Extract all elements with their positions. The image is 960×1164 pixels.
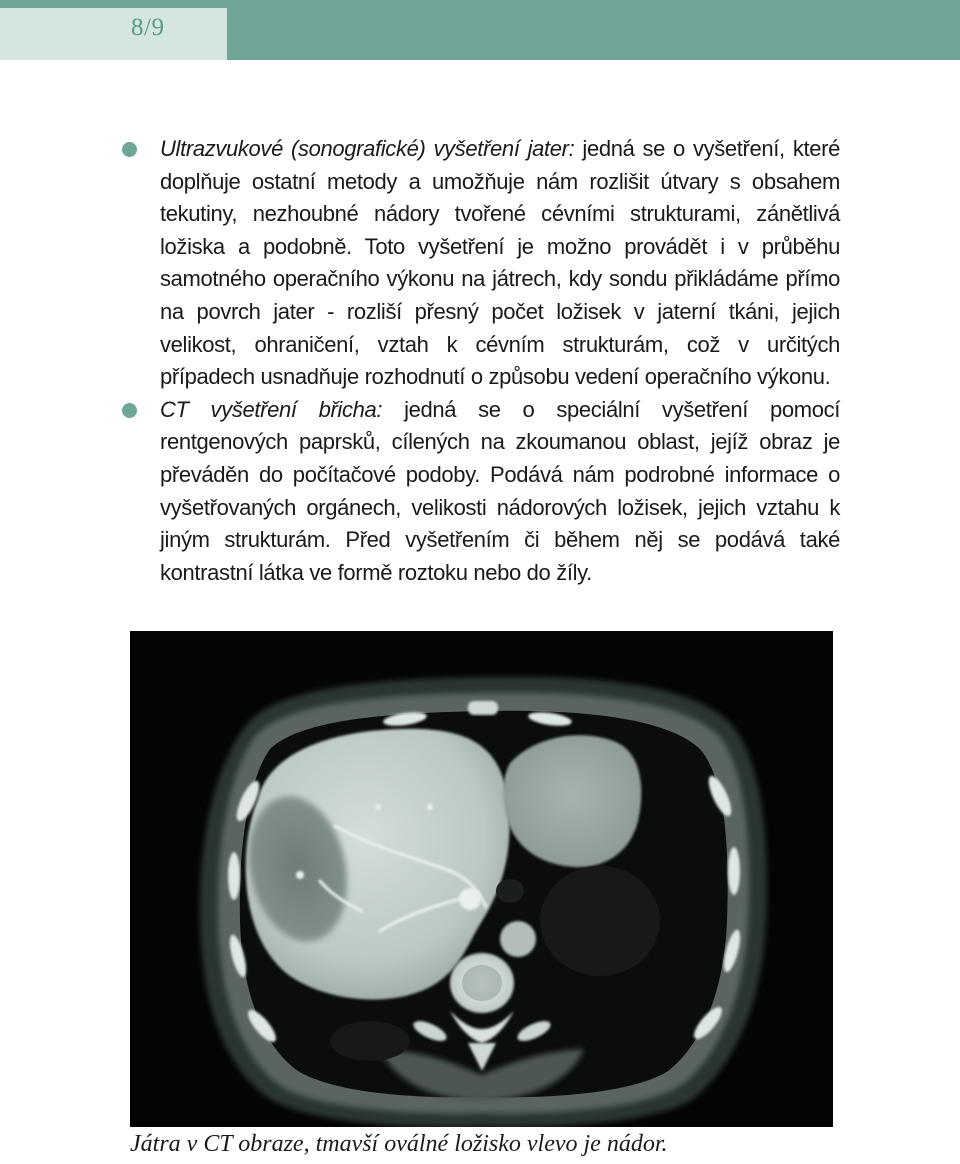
main-text xyxy=(120,133,840,589)
page-number-tab xyxy=(0,8,227,60)
ct-scan-image xyxy=(130,631,833,1127)
bullet-text: jedná se o vyšetření, které doplňuje ostatní metody a umožňuje nám rozlišit útvary s obsahem tekutiny, nezhoubné nádory tvořené cévními strukturami, zánětlivá ložiska a podobně. Toto vyšetření je možno provádět i v průběhu samotného operačního výkonu na játrech, kdy sondu přikládáme přímo na povrch jater - rozliší přesný počet ložisek v jaterní tkáni, jejich velikost, ohraničení, vztah k cévním strukturám, což v určitých případech usnadňuje rozhodnutí o způsobu vedení operačního výkonu. xyxy=(160,136,840,390)
bullet-ultrasound xyxy=(120,133,840,394)
bullet-dot-icon xyxy=(122,403,137,418)
bullet-dot-icon xyxy=(122,142,137,157)
figure-caption: Játra v CT obraze, tmavší oválné ložisko vlevo je nádor. xyxy=(130,1131,668,1157)
bullet-ct xyxy=(120,394,840,590)
bullet-term: CT vyšetření břicha: xyxy=(160,396,383,422)
bullet-text: jedná se o speciální vyšetření pomocí rentgenových paprsků, cílených na zkoumanou oblast, jejíž obraz je převáděn do počítačové podoby. Podává nám podrobné informace o vyšetřovaných orgánech, velikosti nádorových ložisek, jejich vztahu k jiným strukturám. Před vyšetřením či během něj se podává také kontrastní látka ve formě roztoku nebo do žíly. xyxy=(160,396,840,585)
bullet-term: Ultrazvukové (sonografické) vyšetření jater: xyxy=(160,136,575,161)
page-number: 8/9 xyxy=(131,14,165,41)
